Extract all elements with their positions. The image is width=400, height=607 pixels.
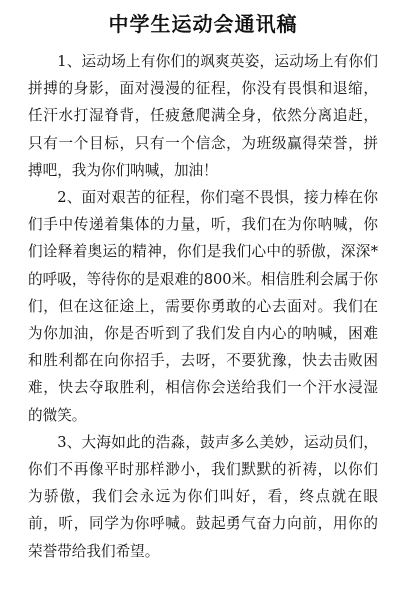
paragraph-1: 1、运动场上有你们的飒爽英姿，运动场上有你们拼搏的身影，面对漫漫的征程，你没有畏惧和退缩，任汗水打湿脊背，任疲惫爬满全身，依然分离追赶，只有一个目标，只有一个信念，为班级赢得荣誉，拼搏吧，我为你们呐喊，加油！ xyxy=(28,53,378,179)
document-title: 中学生运动会通讯稿 xyxy=(108,12,298,36)
paragraph-2: 2、面对艰苦的征程，你们毫不畏惧，接力棒在你们手中传递着集体的力量，听，我们在为你呐喊，你们诠释着奥运的精神，你们是我们心中的骄傲，深深*的呼吸，等待你的是艰难的800米。相信胜利会属于你们，但在这征途上，需要你勇敢的心去面对。我们在为你加油，你是否听到了我们发自内心的呐喊，困难和胜利都在向你招手，去呀，不要犹豫，快去击败困难，快去夺取胜利，相信你会送给我们一个汗水浸湿的微笑。 xyxy=(28,189,378,424)
paragraph-3: 3、大海如此的浩淼，鼓声多么美妙，运动员们，你们不再像平时那样渺小，我们默默的祈祷，以你们为骄傲，我们会永远为你们叫好，看，终点就在眼前，听，同学为你呼喊。鼓起勇气奋力向前，用你的荣誉带给我们希望。 xyxy=(28,433,378,560)
